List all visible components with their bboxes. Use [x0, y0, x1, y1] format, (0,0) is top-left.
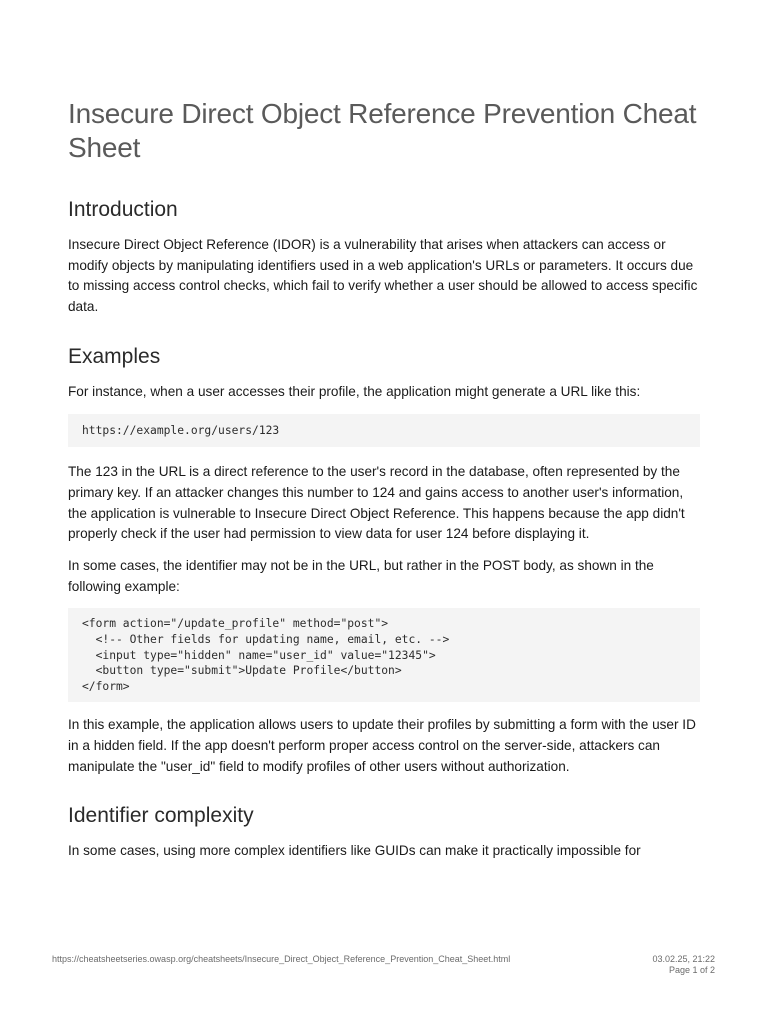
examples-paragraph-3: In some cases, the identifier may not be in the URL, but rather in the POST body, as shown in the following example: [68, 557, 654, 594]
footer-page-number: Page 1 of 2 [668, 965, 715, 975]
section-identifier-complexity [68, 803, 700, 862]
heading-examples: Examples [68, 344, 161, 368]
intro-paragraph: Insecure Direct Object Reference (IDOR) is a vulnerability that arises when attackers can access or modify objects by manipulating identifiers used in a web application's URLs or parameters. It occurs due to missing access control checks, which fail to verify whether a user should be allowed to access specific data. [68, 237, 698, 315]
footer-timestamp: 03.02.25, 21:22 [652, 954, 715, 964]
examples-paragraph-2: The 123 in the URL is a direct reference to the user's record in the database, often represented by the primary key. If an attacker changes this number to 124 and gains access to another user's information, the application is vulnerable to Insecure Direct Object Reference. This happens because the app didn't properly check if the user had permission to view data for user 124 before displaying it. [68, 464, 685, 542]
code-block-url: https://example.org/users/123 [68, 414, 700, 448]
heading-introduction: Introduction [68, 198, 178, 221]
heading-identifier-complexity: Identifier complexity [68, 804, 254, 828]
examples-paragraph-1: For instance, when a user accesses their profile, the application might generate a URL like this: [68, 383, 641, 399]
section-examples [68, 344, 700, 778]
footer-url: https://cheatsheetseries.owasp.org/cheatsheets/Insecure_Direct_Object_Reference_Prevention_Cheat_Sheet.html [52, 954, 511, 964]
code-block-form: <form action="/update_profile" method="post"> <!-- Other fields for updating name, email, etc. --> <input type="hidden" name="user_id" value="12345"> <button type="submit">Update Profile</button> </form> [68, 608, 700, 702]
section-introduction [68, 197, 700, 318]
footer-meta [652, 954, 715, 976]
examples-paragraph-4: In this example, the application allows users to update their profiles by submitting a form with the user ID in a hidden field. If the app doesn't perform proper access control on the server-side, attackers can manipulate the "user_id" field to modify profiles of other users without authorization. [68, 717, 696, 774]
document-content [68, 97, 700, 873]
complexity-paragraph: In some cases, using more complex identifiers like GUIDs can make it practically impossible for [68, 843, 641, 859]
page-title: Insecure Direct Object Reference Prevention Cheat Sheet [68, 98, 697, 163]
